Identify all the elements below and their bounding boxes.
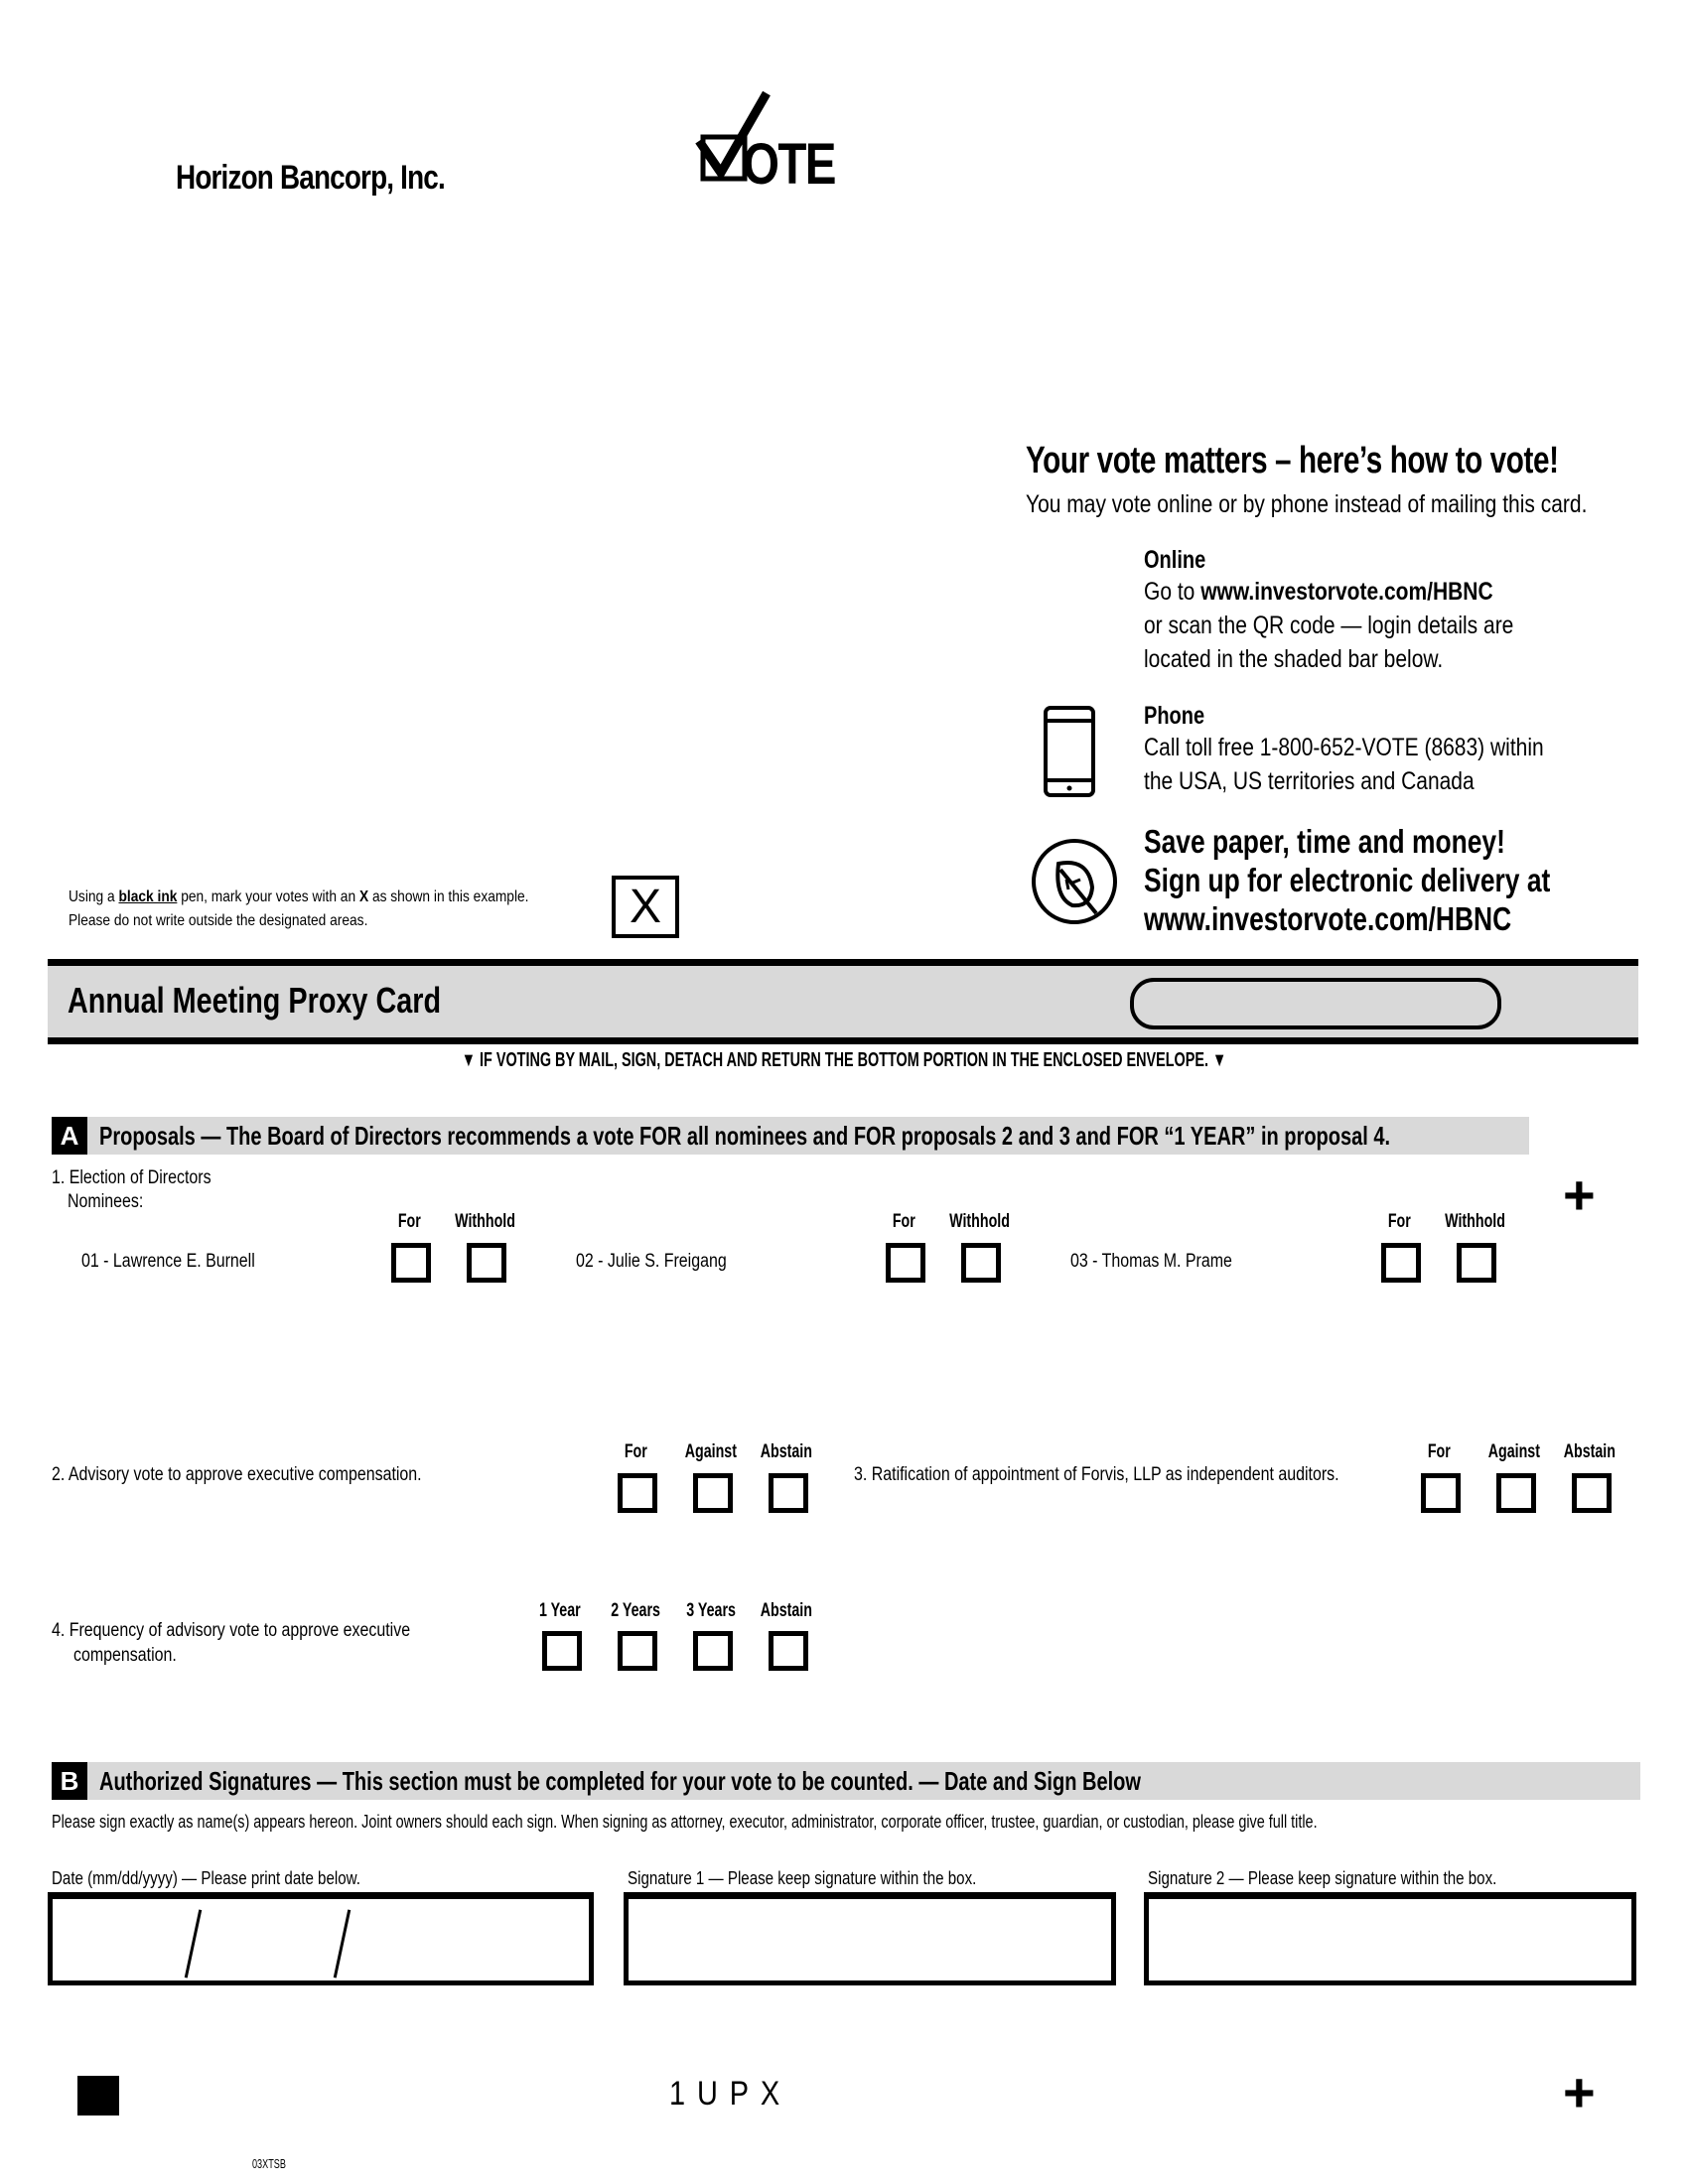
section-b-letter: B [52,1762,87,1800]
signature-1-label: Signature 1 — Please keep signature within the box. [628,1868,977,1888]
nominee-03-withhold-header: Withhold [1445,1211,1505,1232]
proposal-4-3years-header: 3 Years [686,1600,736,1621]
nominee-02-withhold-header: Withhold [949,1211,1010,1232]
example-mark-box [612,876,679,938]
nominee-02-for-checkbox[interactable] [886,1243,925,1283]
vote-logo-text: OTE [743,132,835,197]
proxy-card-title: Annual Meeting Proxy Card [68,980,442,1021]
footer-small-code: 03XTSB [252,2156,286,2171]
proposal-2-label: 2. Advisory vote to approve executive compensation. [52,1464,422,1485]
section-a-letter: A [52,1117,87,1155]
online-line-3: located in the shaded bar below. [1144,645,1444,673]
instructions-line-1 [69,886,528,909]
proposal-3-for-checkbox[interactable] [1421,1473,1461,1513]
registration-plus-icon-bottom: + [1563,2061,1596,2123]
proposal-3-against-header: Against [1487,1441,1541,1462]
nominee-03-for-checkbox[interactable] [1381,1243,1421,1283]
proposal-3-abstain-checkbox[interactable] [1572,1473,1612,1513]
nominee-01-for-header: For [397,1211,421,1232]
company-name: Horizon Bancorp, Inc. [176,159,445,197]
vote-logo [695,87,864,197]
instr-suffix: as shown in this example. [368,888,529,905]
proposal-2-abstain-checkbox[interactable] [769,1473,808,1513]
marking-instructions [69,886,528,933]
phone-line-1: Call toll free 1-800-652-VOTE (8683) within [1144,734,1544,761]
online-url-link[interactable]: www.investorvote.com/HBNC [1200,578,1493,606]
proposal-4-2years-header: 2 Years [611,1600,660,1621]
proposal-3-abstain-header: Abstain [1563,1441,1617,1462]
date-separator-slash-1 [185,1909,202,1978]
section-b-header [52,1762,1640,1800]
proposal-2-against-header: Against [684,1441,738,1462]
section-b-title: Authorized Signatures — This section must be completed for your vote to be counted. — Date and Sign Below [99,1766,1141,1796]
paperless-line-2: Sign up for electronic delivery at [1144,862,1551,898]
proposal-3-against-checkbox[interactable] [1496,1473,1536,1513]
date-label: Date (mm/dd/yyyy) — Please print date below. [52,1868,360,1888]
paperless-promo [1144,822,1550,938]
instr-x: X [358,888,369,905]
signature-2-box[interactable] [1144,1892,1636,1985]
instr-black-ink: black ink [118,888,178,905]
paperless-url-link[interactable]: www.investorvote.com/HBNC [1144,900,1512,937]
online-title: Online [1144,546,1206,574]
proposal-3-for-header: For [1427,1441,1451,1462]
date-input-box[interactable] [48,1892,594,1985]
signature-2-label: Signature 2 — Please keep signature within the box. [1148,1868,1497,1888]
phone-title: Phone [1144,702,1205,730]
footer-form-code: 1UPX [669,2075,792,2113]
nominee-03-label: 03 - Thomas M. Prame [1070,1251,1232,1272]
detach-notice [0,1049,1688,1072]
leaf-paperless-icon [1029,836,1120,927]
nominee-03-withhold-checkbox[interactable] [1457,1243,1496,1283]
online-go-to: Go to [1144,578,1201,606]
nominee-03-for-header: For [1387,1211,1411,1232]
registration-mark-block [77,2076,119,2116]
proposal-1-title: 1. Election of Directors [52,1167,211,1188]
section-a-title: Proposals — The Board of Directors recommends a vote FOR all nominees and FOR proposals 2 and 3 and FOR “1 YEAR” in proposal 4. [99,1121,1391,1151]
login-details-field [1130,978,1501,1029]
instr-prefix: Using a [69,888,119,905]
instr-mid: pen, mark your votes with an [177,888,359,905]
date-separator-slash-2 [334,1909,351,1978]
proposal-4-label-line-1: 4. Frequency of advisory vote to approve executive [52,1620,411,1641]
nominee-01-withhold-header: Withhold [455,1211,515,1232]
registration-plus-icon: + [1563,1163,1596,1226]
signature-1-box[interactable] [624,1892,1116,1985]
phone-method [1144,702,1619,798]
proposal-4-2years-checkbox[interactable] [618,1631,657,1671]
phone-line-2: the USA, US territories and Canada [1144,767,1475,795]
proposal-2-against-checkbox[interactable] [693,1473,733,1513]
nominee-02-for-header: For [892,1211,915,1232]
how-to-vote-title: Your vote matters – here’s how to vote! [1026,440,1559,481]
proposal-4-3years-checkbox[interactable] [693,1631,733,1671]
example-x-mark: X [629,881,661,933]
nominee-01-withhold-checkbox[interactable] [467,1243,506,1283]
proxy-card-header-bar [48,959,1638,1044]
proposal-4-1year-checkbox[interactable] [542,1631,582,1671]
nominee-02-label: 02 - Julie S. Freigang [576,1251,727,1272]
proposal-4-1year-header: 1 Year [539,1600,581,1621]
online-method [1144,546,1584,676]
online-line-1 [1144,575,1513,609]
online-line-2: or scan the QR code — login details are [1144,612,1514,639]
proposal-3-label: 3. Ratification of appointment of Forvis, LLP as independent auditors. [854,1464,1339,1485]
signature-instructions: Please sign exactly as name(s) appears hereon. Joint owners should each sign. When signing as attorney, executor, administrator, corporate officer, trustee, guardian, or custodian, please give full title. [52,1812,1318,1832]
proposal-2-for-checkbox[interactable] [618,1473,657,1513]
detach-notice-text: ▼ IF VOTING BY MAIL, SIGN, DETACH AND RETURN THE BOTTOM PORTION IN THE ENCLOSED ENVELOPE. ▼ [461,1049,1227,1071]
proposal-2-for-header: For [624,1441,647,1462]
proposal-2-abstain-header: Abstain [760,1441,813,1462]
phone-icon [1043,705,1098,800]
proposal-4-abstain-checkbox[interactable] [769,1631,808,1671]
proposal-4-label-line-2: compensation. [73,1645,177,1666]
nominee-02-withhold-checkbox[interactable] [961,1243,1001,1283]
proposal-1-subtitle: Nominees: [68,1191,144,1212]
nominee-01-for-checkbox[interactable] [391,1243,431,1283]
instructions-line-2: Please do not write outside the designated areas. [69,912,368,929]
how-to-vote-subtitle: You may vote online or by phone instead of mailing this card. [1026,490,1588,518]
nominee-01-label: 01 - Lawrence E. Burnell [81,1251,255,1272]
proposal-4-abstain-header: Abstain [760,1600,813,1621]
section-a-header [52,1117,1529,1155]
paperless-line-1: Save paper, time and money! [1144,823,1505,860]
